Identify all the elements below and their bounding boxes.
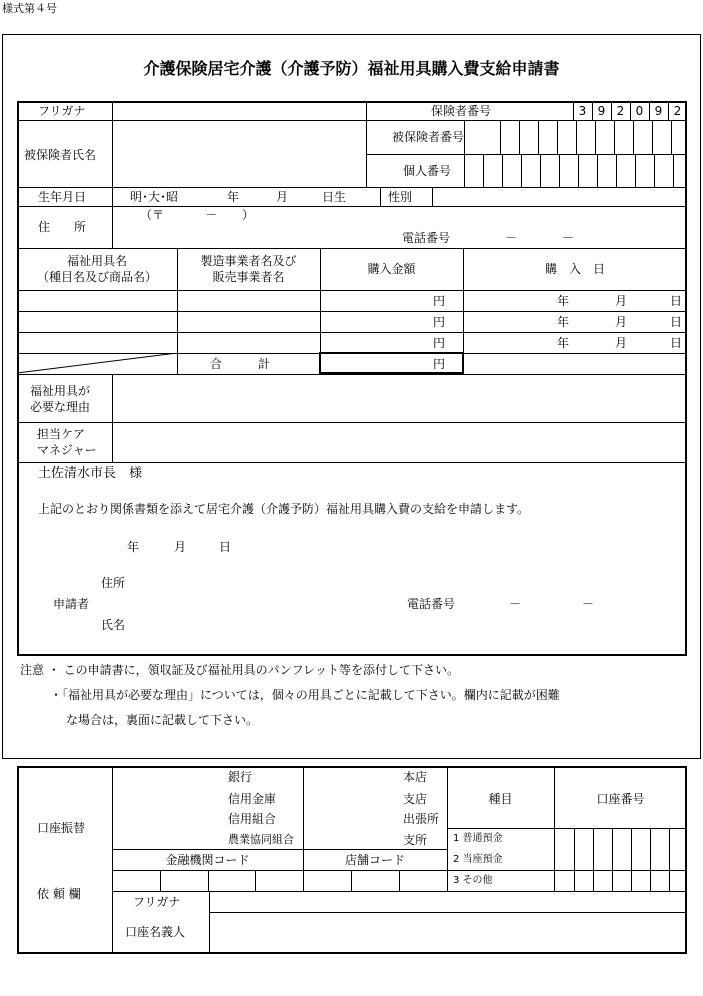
- phone-dash: －: [505, 231, 518, 245]
- era-options: 明･大･昭: [130, 190, 179, 204]
- yen-unit: 円: [433, 315, 446, 329]
- birth-year: 年: [227, 190, 240, 204]
- sex-label: 性別: [388, 190, 413, 204]
- date-day: 日: [670, 315, 683, 329]
- total-yen-unit: 円: [433, 357, 446, 371]
- insured-number-label: 被保険者番号: [392, 130, 465, 144]
- personal-number-label: 個人番号: [403, 164, 452, 178]
- insurer-digit: 9: [654, 104, 663, 118]
- application-statement: 上記のとおり関係書類を添えて居宅介護（介護予防）福祉用具購入費の支給を申請します。: [38, 502, 530, 516]
- date-month: 月: [615, 315, 628, 329]
- insurer-digit: 2: [616, 104, 625, 118]
- branch-office-option: 支所: [403, 833, 428, 847]
- birth-label: 生年月日: [38, 190, 87, 204]
- insurer-digit: 0: [635, 104, 644, 118]
- item-header: 福祉用具名: [66, 254, 127, 268]
- applicant-phone-dash: －: [582, 597, 595, 611]
- item-subheader: （種目名及び商品名）: [36, 270, 157, 284]
- holder-furigana-label: フリガナ: [133, 895, 181, 909]
- shinkin-option: 信用金庫: [228, 792, 277, 806]
- date-year: 年: [557, 336, 570, 350]
- request-label: 依 頼 欄: [37, 887, 81, 901]
- branch-code-label: 店舗コード: [344, 853, 405, 867]
- date-year: 年: [557, 315, 570, 329]
- applicant-phone-label: 電話番号: [407, 597, 456, 611]
- note-2: ・「福祉用具が必要な理由」については，個々の用具ごとに記載して下さい。欄内に記載が困難: [50, 688, 560, 702]
- maker-header: 製造事業者名及び: [200, 254, 297, 268]
- date-header: 購 入 日: [544, 262, 605, 276]
- bank-option: 銀行: [228, 770, 253, 784]
- date-month: 月: [615, 294, 628, 308]
- account-number-label: 口座番号: [596, 792, 645, 806]
- maker-subheader: 販売事業者名: [212, 270, 285, 284]
- note-3: な場合は，裏面に記載して下さい。: [66, 713, 259, 727]
- head-office-option: 本店: [403, 770, 428, 784]
- phone-label: 電話番号: [402, 231, 451, 245]
- apply-day: 日: [219, 540, 232, 554]
- insurer-digit: 3: [578, 104, 587, 118]
- form-number: 様式第４号: [2, 2, 57, 15]
- apply-year: 年: [127, 540, 140, 554]
- address-label: 住 所: [38, 220, 87, 234]
- care-manager-label-2: マネジャー: [37, 443, 97, 457]
- postal-open: （〒: [140, 208, 165, 222]
- account-holder-label: 口座名義人: [125, 925, 186, 939]
- birth-month: 月: [276, 190, 289, 204]
- apply-month: 月: [174, 540, 187, 554]
- yen-unit: 円: [433, 336, 446, 350]
- applicant-label: 申請者: [53, 597, 90, 611]
- applicant-address-label: 住所: [101, 576, 126, 590]
- branch-option: 支店: [403, 792, 428, 806]
- insurer-digit: 9: [597, 104, 606, 118]
- date-day: 日: [670, 336, 683, 350]
- insured-name-label: 被保険者氏名: [24, 148, 97, 162]
- type-ordinary: 1 普通預金: [453, 833, 503, 844]
- total-label: 合 計: [210, 357, 271, 371]
- account-type-label: 種目: [488, 792, 513, 806]
- amount-header: 購入金額: [367, 262, 416, 276]
- note-1: 注意 ・ この申請書に，領収証及び福祉用具のパンフレット等を添付して下さい。: [20, 663, 460, 677]
- applicant-phone-dash: －: [509, 597, 522, 611]
- type-other: 3 その他: [453, 875, 493, 886]
- institution-code-label: 金融機関コード: [165, 853, 250, 867]
- reason-label-2: 必要な理由: [30, 400, 91, 414]
- care-manager-label: 担当ケア: [37, 427, 86, 441]
- addressee: 土佐清水市長 様: [38, 466, 143, 481]
- postal-dash: －: [205, 208, 218, 222]
- yen-unit: 円: [433, 294, 446, 308]
- reason-label: 福祉用具が: [30, 384, 91, 398]
- sub-branch-option: 出張所: [403, 812, 440, 826]
- insurer-number-label: 保険者番号: [431, 104, 492, 118]
- date-day: 日: [670, 294, 683, 308]
- phone-dash: －: [562, 231, 575, 245]
- application-table: [17, 101, 687, 656]
- type-current: 2 当座預金: [453, 854, 503, 865]
- insurer-digit: 2: [673, 104, 682, 118]
- agri-coop-option: 農業協同組合: [228, 833, 294, 846]
- credit-union-option: 信用組合: [228, 812, 277, 826]
- form-title: 介護保険居宅介護（介護予防）福祉用具購入費支給申請書: [143, 59, 560, 78]
- date-year: 年: [557, 294, 570, 308]
- postal-close: ）: [242, 208, 255, 222]
- birth-day: 日生: [322, 190, 347, 204]
- furigana-label: フリガナ: [38, 104, 86, 118]
- blank-diagonal: [17, 353, 177, 374]
- account-transfer-label: 口座振替: [37, 821, 86, 835]
- date-month: 月: [615, 336, 628, 350]
- applicant-name-label: 氏名: [101, 618, 126, 632]
